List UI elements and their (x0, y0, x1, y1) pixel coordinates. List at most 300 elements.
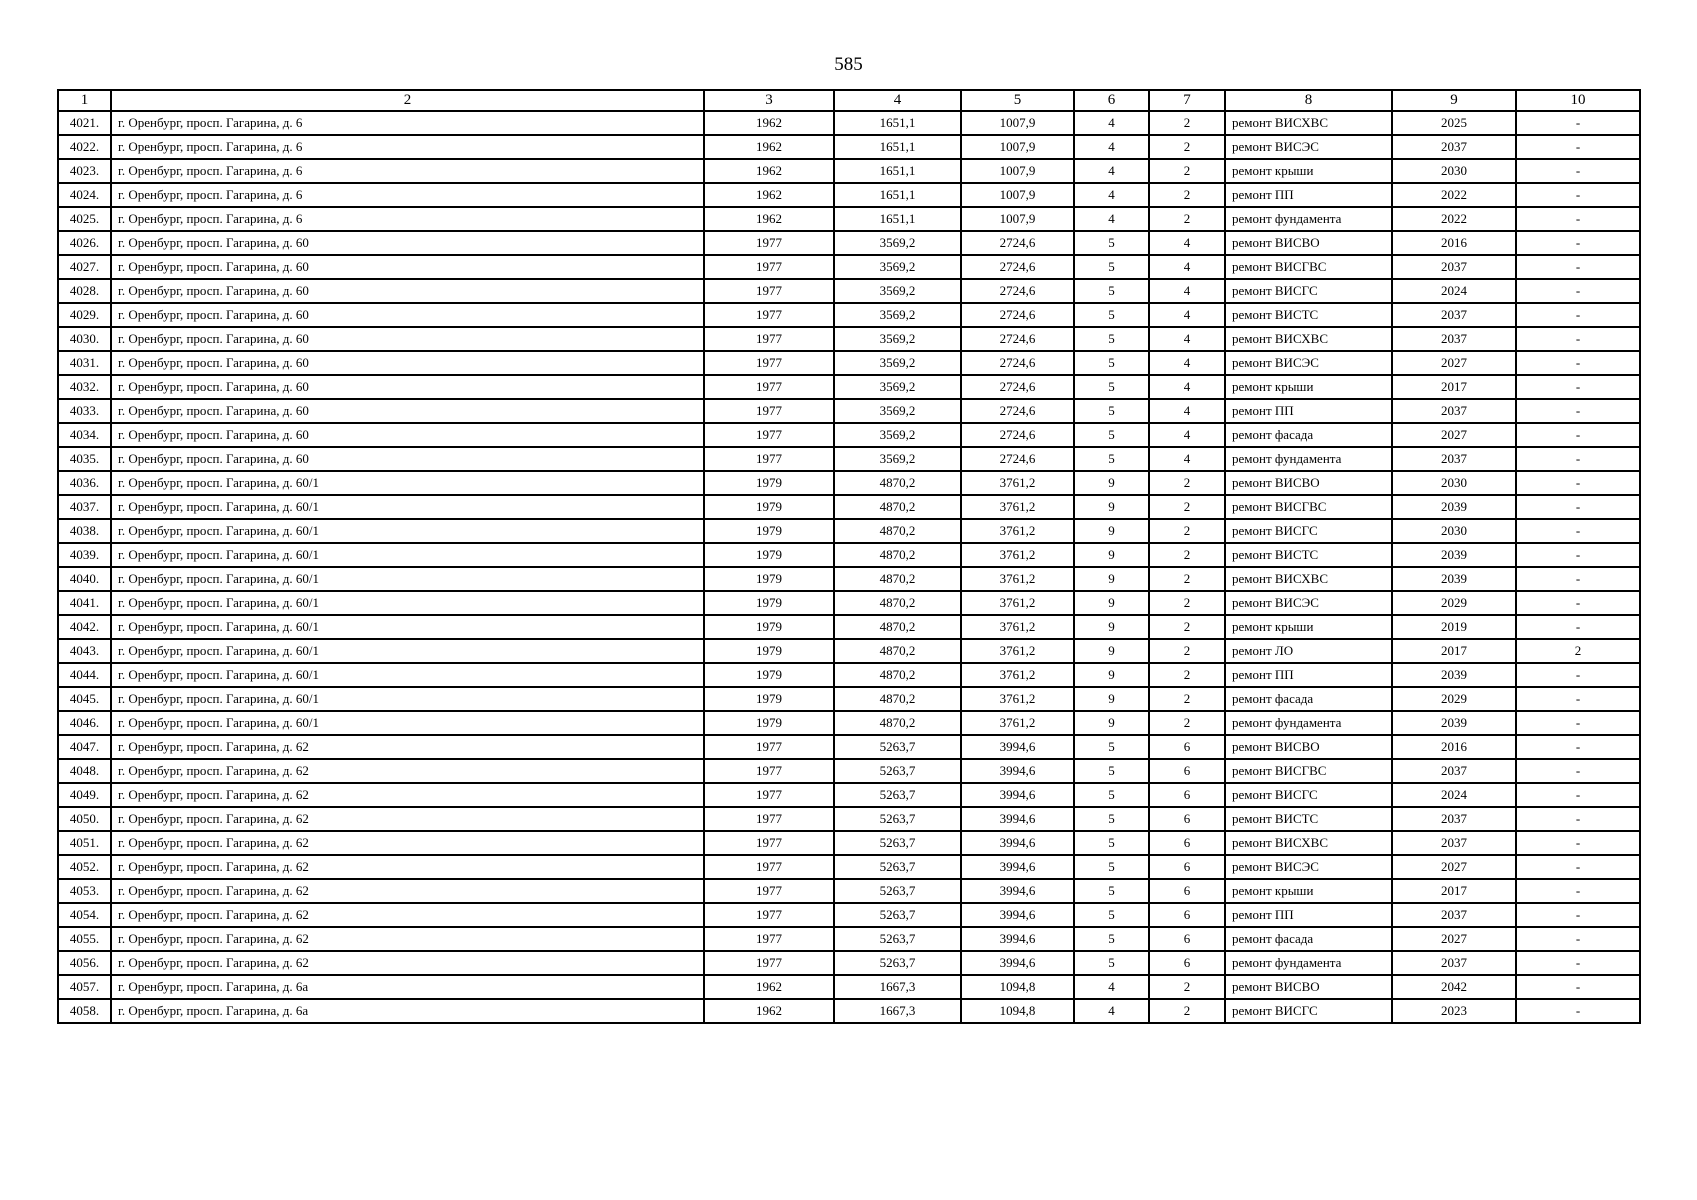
living-area-cell: 1007,9 (961, 183, 1074, 207)
floors-cell: 5 (1074, 351, 1149, 375)
year-cell: 1962 (704, 999, 834, 1023)
row-number-cell: 4024. (58, 183, 111, 207)
entrances-cell: 4 (1149, 279, 1225, 303)
planned-year-cell: 2030 (1392, 159, 1516, 183)
table-row (58, 543, 1640, 567)
floors-cell: 9 (1074, 567, 1149, 591)
year-cell: 1977 (704, 423, 834, 447)
entrances-cell: 2 (1149, 687, 1225, 711)
table-row (58, 111, 1640, 135)
living-area-cell: 3994,6 (961, 927, 1074, 951)
living-area-cell: 2724,6 (961, 447, 1074, 471)
work-type-cell: ремонт крыши (1225, 159, 1392, 183)
row-number-cell: 4049. (58, 783, 111, 807)
work-type-cell: ремонт фундамента (1225, 447, 1392, 471)
year-cell: 1962 (704, 111, 834, 135)
total-area-cell: 5263,7 (834, 807, 961, 831)
living-area-cell: 3994,6 (961, 855, 1074, 879)
living-area-cell: 3761,2 (961, 567, 1074, 591)
total-area-cell: 3569,2 (834, 255, 961, 279)
living-area-cell: 3994,6 (961, 807, 1074, 831)
total-area-cell: 3569,2 (834, 279, 961, 303)
work-type-cell: ремонт ВИСВО (1225, 735, 1392, 759)
address-cell: г. Оренбург, просп. Гагарина, д. 62 (111, 879, 704, 903)
table-row (58, 159, 1640, 183)
work-type-cell: ремонт ВИСГВС (1225, 255, 1392, 279)
address-cell: г. Оренбург, просп. Гагарина, д. 62 (111, 783, 704, 807)
note-cell: - (1516, 303, 1640, 327)
floors-cell: 5 (1074, 231, 1149, 255)
column-header-7: 7 (1149, 90, 1225, 111)
work-type-cell: ремонт ВИСГВС (1225, 759, 1392, 783)
total-area-cell: 3569,2 (834, 375, 961, 399)
address-cell: г. Оренбург, просп. Гагарина, д. 60/1 (111, 711, 704, 735)
page-number: 585 (834, 54, 863, 75)
entrances-cell: 6 (1149, 831, 1225, 855)
note-cell: - (1516, 951, 1640, 975)
total-area-cell: 5263,7 (834, 759, 961, 783)
year-cell: 1977 (704, 855, 834, 879)
table-row (58, 711, 1640, 735)
floors-cell: 9 (1074, 543, 1149, 567)
entrances-cell: 2 (1149, 975, 1225, 999)
table-row (58, 591, 1640, 615)
note-cell: - (1516, 351, 1640, 375)
floors-cell: 5 (1074, 279, 1149, 303)
entrances-cell: 6 (1149, 879, 1225, 903)
planned-year-cell: 2030 (1392, 471, 1516, 495)
total-area-cell: 3569,2 (834, 399, 961, 423)
row-number-cell: 4040. (58, 567, 111, 591)
planned-year-cell: 2037 (1392, 831, 1516, 855)
address-cell: г. Оренбург, просп. Гагарина, д. 60/1 (111, 543, 704, 567)
living-area-cell: 1007,9 (961, 207, 1074, 231)
row-number-cell: 4041. (58, 591, 111, 615)
living-area-cell: 1007,9 (961, 111, 1074, 135)
entrances-cell: 2 (1149, 615, 1225, 639)
total-area-cell: 3569,2 (834, 351, 961, 375)
entrances-cell: 4 (1149, 327, 1225, 351)
floors-cell: 5 (1074, 399, 1149, 423)
floors-cell: 5 (1074, 783, 1149, 807)
living-area-cell: 3761,2 (961, 687, 1074, 711)
address-cell: г. Оренбург, просп. Гагарина, д. 60/1 (111, 615, 704, 639)
year-cell: 1979 (704, 519, 834, 543)
year-cell: 1977 (704, 903, 834, 927)
floors-cell: 9 (1074, 639, 1149, 663)
row-number-cell: 4055. (58, 927, 111, 951)
table-row (58, 207, 1640, 231)
year-cell: 1962 (704, 183, 834, 207)
year-cell: 1977 (704, 255, 834, 279)
work-type-cell: ремонт ВИСТС (1225, 303, 1392, 327)
living-area-cell: 3994,6 (961, 903, 1074, 927)
row-number-cell: 4046. (58, 711, 111, 735)
year-cell: 1962 (704, 975, 834, 999)
entrances-cell: 2 (1149, 567, 1225, 591)
table-row (58, 399, 1640, 423)
year-cell: 1979 (704, 639, 834, 663)
note-cell: - (1516, 927, 1640, 951)
address-cell: г. Оренбург, просп. Гагарина, д. 60 (111, 447, 704, 471)
address-cell: г. Оренбург, просп. Гагарина, д. 60/1 (111, 663, 704, 687)
work-type-cell: ремонт фасада (1225, 927, 1392, 951)
table-row (58, 183, 1640, 207)
row-number-cell: 4047. (58, 735, 111, 759)
note-cell: - (1516, 855, 1640, 879)
work-type-cell: ремонт ВИСВО (1225, 231, 1392, 255)
address-cell: г. Оренбург, просп. Гагарина, д. 62 (111, 759, 704, 783)
table-row (58, 303, 1640, 327)
entrances-cell: 2 (1149, 471, 1225, 495)
living-area-cell: 3994,6 (961, 879, 1074, 903)
total-area-cell: 5263,7 (834, 855, 961, 879)
planned-year-cell: 2037 (1392, 807, 1516, 831)
year-cell: 1977 (704, 735, 834, 759)
row-number-cell: 4027. (58, 255, 111, 279)
total-area-cell: 1651,1 (834, 207, 961, 231)
planned-year-cell: 2027 (1392, 423, 1516, 447)
planned-year-cell: 2024 (1392, 279, 1516, 303)
note-cell: - (1516, 159, 1640, 183)
total-area-cell: 5263,7 (834, 951, 961, 975)
floors-cell: 4 (1074, 159, 1149, 183)
entrances-cell: 2 (1149, 207, 1225, 231)
address-cell: г. Оренбург, просп. Гагарина, д. 60 (111, 375, 704, 399)
note-cell: - (1516, 135, 1640, 159)
living-area-cell: 3761,2 (961, 591, 1074, 615)
note-cell: - (1516, 735, 1640, 759)
total-area-cell: 3569,2 (834, 303, 961, 327)
total-area-cell: 4870,2 (834, 663, 961, 687)
year-cell: 1979 (704, 663, 834, 687)
table-row (58, 327, 1640, 351)
address-cell: г. Оренбург, просп. Гагарина, д. 60/1 (111, 687, 704, 711)
living-area-cell: 2724,6 (961, 399, 1074, 423)
column-header-10: 10 (1516, 90, 1640, 111)
address-cell: г. Оренбург, просп. Гагарина, д. 60 (111, 279, 704, 303)
floors-cell: 4 (1074, 975, 1149, 999)
entrances-cell: 6 (1149, 759, 1225, 783)
table-row (58, 951, 1640, 975)
work-type-cell: ремонт ВИСВО (1225, 471, 1392, 495)
living-area-cell: 3761,2 (961, 543, 1074, 567)
planned-year-cell: 2039 (1392, 711, 1516, 735)
work-type-cell: ремонт ПП (1225, 399, 1392, 423)
year-cell: 1977 (704, 927, 834, 951)
floors-cell: 5 (1074, 423, 1149, 447)
planned-year-cell: 2039 (1392, 567, 1516, 591)
total-area-cell: 4870,2 (834, 687, 961, 711)
row-number-cell: 4036. (58, 471, 111, 495)
address-cell: г. Оренбург, просп. Гагарина, д. 6а (111, 975, 704, 999)
planned-year-cell: 2039 (1392, 495, 1516, 519)
planned-year-cell: 2037 (1392, 759, 1516, 783)
table-row (58, 663, 1640, 687)
living-area-cell: 2724,6 (961, 375, 1074, 399)
planned-year-cell: 2037 (1392, 303, 1516, 327)
table-row (58, 231, 1640, 255)
address-cell: г. Оренбург, просп. Гагарина, д. 62 (111, 951, 704, 975)
table-row (58, 903, 1640, 927)
address-cell: г. Оренбург, просп. Гагарина, д. 62 (111, 735, 704, 759)
floors-cell: 5 (1074, 327, 1149, 351)
year-cell: 1977 (704, 231, 834, 255)
year-cell: 1979 (704, 687, 834, 711)
row-number-cell: 4035. (58, 447, 111, 471)
work-type-cell: ремонт ЛО (1225, 639, 1392, 663)
row-number-cell: 4026. (58, 231, 111, 255)
total-area-cell: 1651,1 (834, 135, 961, 159)
living-area-cell: 3994,6 (961, 783, 1074, 807)
year-cell: 1962 (704, 207, 834, 231)
total-area-cell: 1667,3 (834, 999, 961, 1023)
work-type-cell: ремонт ВИСВО (1225, 975, 1392, 999)
entrances-cell: 4 (1149, 255, 1225, 279)
address-cell: г. Оренбург, просп. Гагарина, д. 60 (111, 255, 704, 279)
entrances-cell: 6 (1149, 807, 1225, 831)
row-number-cell: 4034. (58, 423, 111, 447)
floors-cell: 9 (1074, 519, 1149, 543)
column-header-3: 3 (704, 90, 834, 111)
row-number-cell: 4056. (58, 951, 111, 975)
planned-year-cell: 2027 (1392, 351, 1516, 375)
total-area-cell: 3569,2 (834, 423, 961, 447)
table-body (58, 111, 1640, 1023)
entrances-cell: 6 (1149, 951, 1225, 975)
address-cell: г. Оренбург, просп. Гагарина, д. 6 (111, 111, 704, 135)
floors-cell: 5 (1074, 375, 1149, 399)
floors-cell: 5 (1074, 735, 1149, 759)
entrances-cell: 4 (1149, 231, 1225, 255)
data-table (57, 89, 1641, 1024)
entrances-cell: 4 (1149, 447, 1225, 471)
living-area-cell: 3994,6 (961, 735, 1074, 759)
entrances-cell: 2 (1149, 543, 1225, 567)
entrances-cell: 4 (1149, 375, 1225, 399)
note-cell: - (1516, 183, 1640, 207)
address-cell: г. Оренбург, просп. Гагарина, д. 60 (111, 351, 704, 375)
planned-year-cell: 2017 (1392, 639, 1516, 663)
planned-year-cell: 2037 (1392, 951, 1516, 975)
work-type-cell: ремонт ВИСХВС (1225, 327, 1392, 351)
year-cell: 1979 (704, 567, 834, 591)
entrances-cell: 4 (1149, 303, 1225, 327)
living-area-cell: 3761,2 (961, 639, 1074, 663)
total-area-cell: 4870,2 (834, 567, 961, 591)
planned-year-cell: 2027 (1392, 927, 1516, 951)
note-cell: - (1516, 471, 1640, 495)
row-number-cell: 4039. (58, 543, 111, 567)
entrances-cell: 2 (1149, 519, 1225, 543)
total-area-cell: 4870,2 (834, 471, 961, 495)
note-cell: - (1516, 759, 1640, 783)
total-area-cell: 3569,2 (834, 231, 961, 255)
year-cell: 1977 (704, 783, 834, 807)
table-row (58, 783, 1640, 807)
row-number-cell: 4031. (58, 351, 111, 375)
work-type-cell: ремонт ВИСГС (1225, 279, 1392, 303)
living-area-cell: 2724,6 (961, 255, 1074, 279)
floors-cell: 9 (1074, 471, 1149, 495)
table-row (58, 831, 1640, 855)
living-area-cell: 2724,6 (961, 303, 1074, 327)
planned-year-cell: 2039 (1392, 663, 1516, 687)
row-number-cell: 4037. (58, 495, 111, 519)
address-cell: г. Оренбург, просп. Гагарина, д. 60/1 (111, 567, 704, 591)
table-row (58, 879, 1640, 903)
address-cell: г. Оренбург, просп. Гагарина, д. 62 (111, 903, 704, 927)
column-header-1: 1 (58, 90, 111, 111)
column-header-8: 8 (1225, 90, 1392, 111)
planned-year-cell: 2037 (1392, 255, 1516, 279)
table-row (58, 135, 1640, 159)
total-area-cell: 5263,7 (834, 735, 961, 759)
table-row (58, 999, 1640, 1023)
row-number-cell: 4053. (58, 879, 111, 903)
table-row (58, 807, 1640, 831)
work-type-cell: ремонт ВИСГС (1225, 519, 1392, 543)
floors-cell: 9 (1074, 687, 1149, 711)
work-type-cell: ремонт крыши (1225, 615, 1392, 639)
row-number-cell: 4050. (58, 807, 111, 831)
work-type-cell: ремонт ВИСЭС (1225, 351, 1392, 375)
living-area-cell: 2724,6 (961, 231, 1074, 255)
column-header-9: 9 (1392, 90, 1516, 111)
planned-year-cell: 2027 (1392, 855, 1516, 879)
note-cell: - (1516, 663, 1640, 687)
address-cell: г. Оренбург, просп. Гагарина, д. 62 (111, 831, 704, 855)
work-type-cell: ремонт фасада (1225, 687, 1392, 711)
entrances-cell: 4 (1149, 351, 1225, 375)
address-cell: г. Оренбург, просп. Гагарина, д. 60 (111, 327, 704, 351)
living-area-cell: 3761,2 (961, 495, 1074, 519)
column-header-6: 6 (1074, 90, 1149, 111)
note-cell: 2 (1516, 639, 1640, 663)
year-cell: 1977 (704, 759, 834, 783)
total-area-cell: 1667,3 (834, 975, 961, 999)
floors-cell: 5 (1074, 447, 1149, 471)
entrances-cell: 6 (1149, 903, 1225, 927)
address-cell: г. Оренбург, просп. Гагарина, д. 6 (111, 183, 704, 207)
floors-cell: 5 (1074, 879, 1149, 903)
address-cell: г. Оренбург, просп. Гагарина, д. 6 (111, 135, 704, 159)
floors-cell: 5 (1074, 855, 1149, 879)
work-type-cell: ремонт ВИСХВС (1225, 567, 1392, 591)
note-cell: - (1516, 255, 1640, 279)
entrances-cell: 6 (1149, 927, 1225, 951)
living-area-cell: 1094,8 (961, 975, 1074, 999)
table-row (58, 735, 1640, 759)
note-cell: - (1516, 207, 1640, 231)
work-type-cell: ремонт ВИСТС (1225, 807, 1392, 831)
row-number-cell: 4022. (58, 135, 111, 159)
planned-year-cell: 2037 (1392, 135, 1516, 159)
work-type-cell: ремонт ВИСТС (1225, 543, 1392, 567)
row-number-cell: 4052. (58, 855, 111, 879)
address-cell: г. Оренбург, просп. Гагарина, д. 62 (111, 855, 704, 879)
total-area-cell: 4870,2 (834, 519, 961, 543)
table-row (58, 375, 1640, 399)
total-area-cell: 4870,2 (834, 591, 961, 615)
table-row (58, 471, 1640, 495)
total-area-cell: 3569,2 (834, 327, 961, 351)
floors-cell: 5 (1074, 807, 1149, 831)
note-cell: - (1516, 975, 1640, 999)
floors-cell: 5 (1074, 303, 1149, 327)
total-area-cell: 3569,2 (834, 447, 961, 471)
floors-cell: 5 (1074, 255, 1149, 279)
address-cell: г. Оренбург, просп. Гагарина, д. 60/1 (111, 471, 704, 495)
entrances-cell: 2 (1149, 711, 1225, 735)
floors-cell: 4 (1074, 999, 1149, 1023)
note-cell: - (1516, 423, 1640, 447)
living-area-cell: 2724,6 (961, 423, 1074, 447)
year-cell: 1977 (704, 951, 834, 975)
living-area-cell: 2724,6 (961, 279, 1074, 303)
year-cell: 1979 (704, 471, 834, 495)
work-type-cell: ремонт фундамента (1225, 951, 1392, 975)
address-cell: г. Оренбург, просп. Гагарина, д. 60 (111, 231, 704, 255)
entrances-cell: 2 (1149, 639, 1225, 663)
planned-year-cell: 2037 (1392, 903, 1516, 927)
work-type-cell: ремонт крыши (1225, 879, 1392, 903)
planned-year-cell: 2016 (1392, 231, 1516, 255)
address-cell: г. Оренбург, просп. Гагарина, д. 60 (111, 303, 704, 327)
floors-cell: 5 (1074, 831, 1149, 855)
work-type-cell: ремонт ВИСГС (1225, 783, 1392, 807)
row-number-cell: 4048. (58, 759, 111, 783)
table-row (58, 447, 1640, 471)
total-area-cell: 4870,2 (834, 639, 961, 663)
table-row (58, 687, 1640, 711)
note-cell: - (1516, 711, 1640, 735)
note-cell: - (1516, 615, 1640, 639)
table-row (58, 423, 1640, 447)
floors-cell: 9 (1074, 711, 1149, 735)
living-area-cell: 3761,2 (961, 663, 1074, 687)
work-type-cell: ремонт фундамента (1225, 207, 1392, 231)
note-cell: - (1516, 375, 1640, 399)
header-row (58, 90, 1640, 111)
total-area-cell: 5263,7 (834, 783, 961, 807)
year-cell: 1977 (704, 375, 834, 399)
note-cell: - (1516, 327, 1640, 351)
entrances-cell: 2 (1149, 111, 1225, 135)
total-area-cell: 5263,7 (834, 879, 961, 903)
entrances-cell: 4 (1149, 399, 1225, 423)
living-area-cell: 3761,2 (961, 519, 1074, 543)
table-row (58, 519, 1640, 543)
address-cell: г. Оренбург, просп. Гагарина, д. 6 (111, 159, 704, 183)
floors-cell: 9 (1074, 663, 1149, 687)
table-row (58, 855, 1640, 879)
address-cell: г. Оренбург, просп. Гагарина, д. 60 (111, 399, 704, 423)
address-cell: г. Оренбург, просп. Гагарина, д. 60/1 (111, 519, 704, 543)
floors-cell: 5 (1074, 903, 1149, 927)
table-row (58, 615, 1640, 639)
year-cell: 1977 (704, 351, 834, 375)
column-header-4: 4 (834, 90, 961, 111)
total-area-cell: 1651,1 (834, 111, 961, 135)
address-cell: г. Оренбург, просп. Гагарина, д. 6а (111, 999, 704, 1023)
total-area-cell: 4870,2 (834, 543, 961, 567)
column-header-5: 5 (961, 90, 1074, 111)
entrances-cell: 2 (1149, 183, 1225, 207)
row-number-cell: 4058. (58, 999, 111, 1023)
row-number-cell: 4038. (58, 519, 111, 543)
planned-year-cell: 2025 (1392, 111, 1516, 135)
